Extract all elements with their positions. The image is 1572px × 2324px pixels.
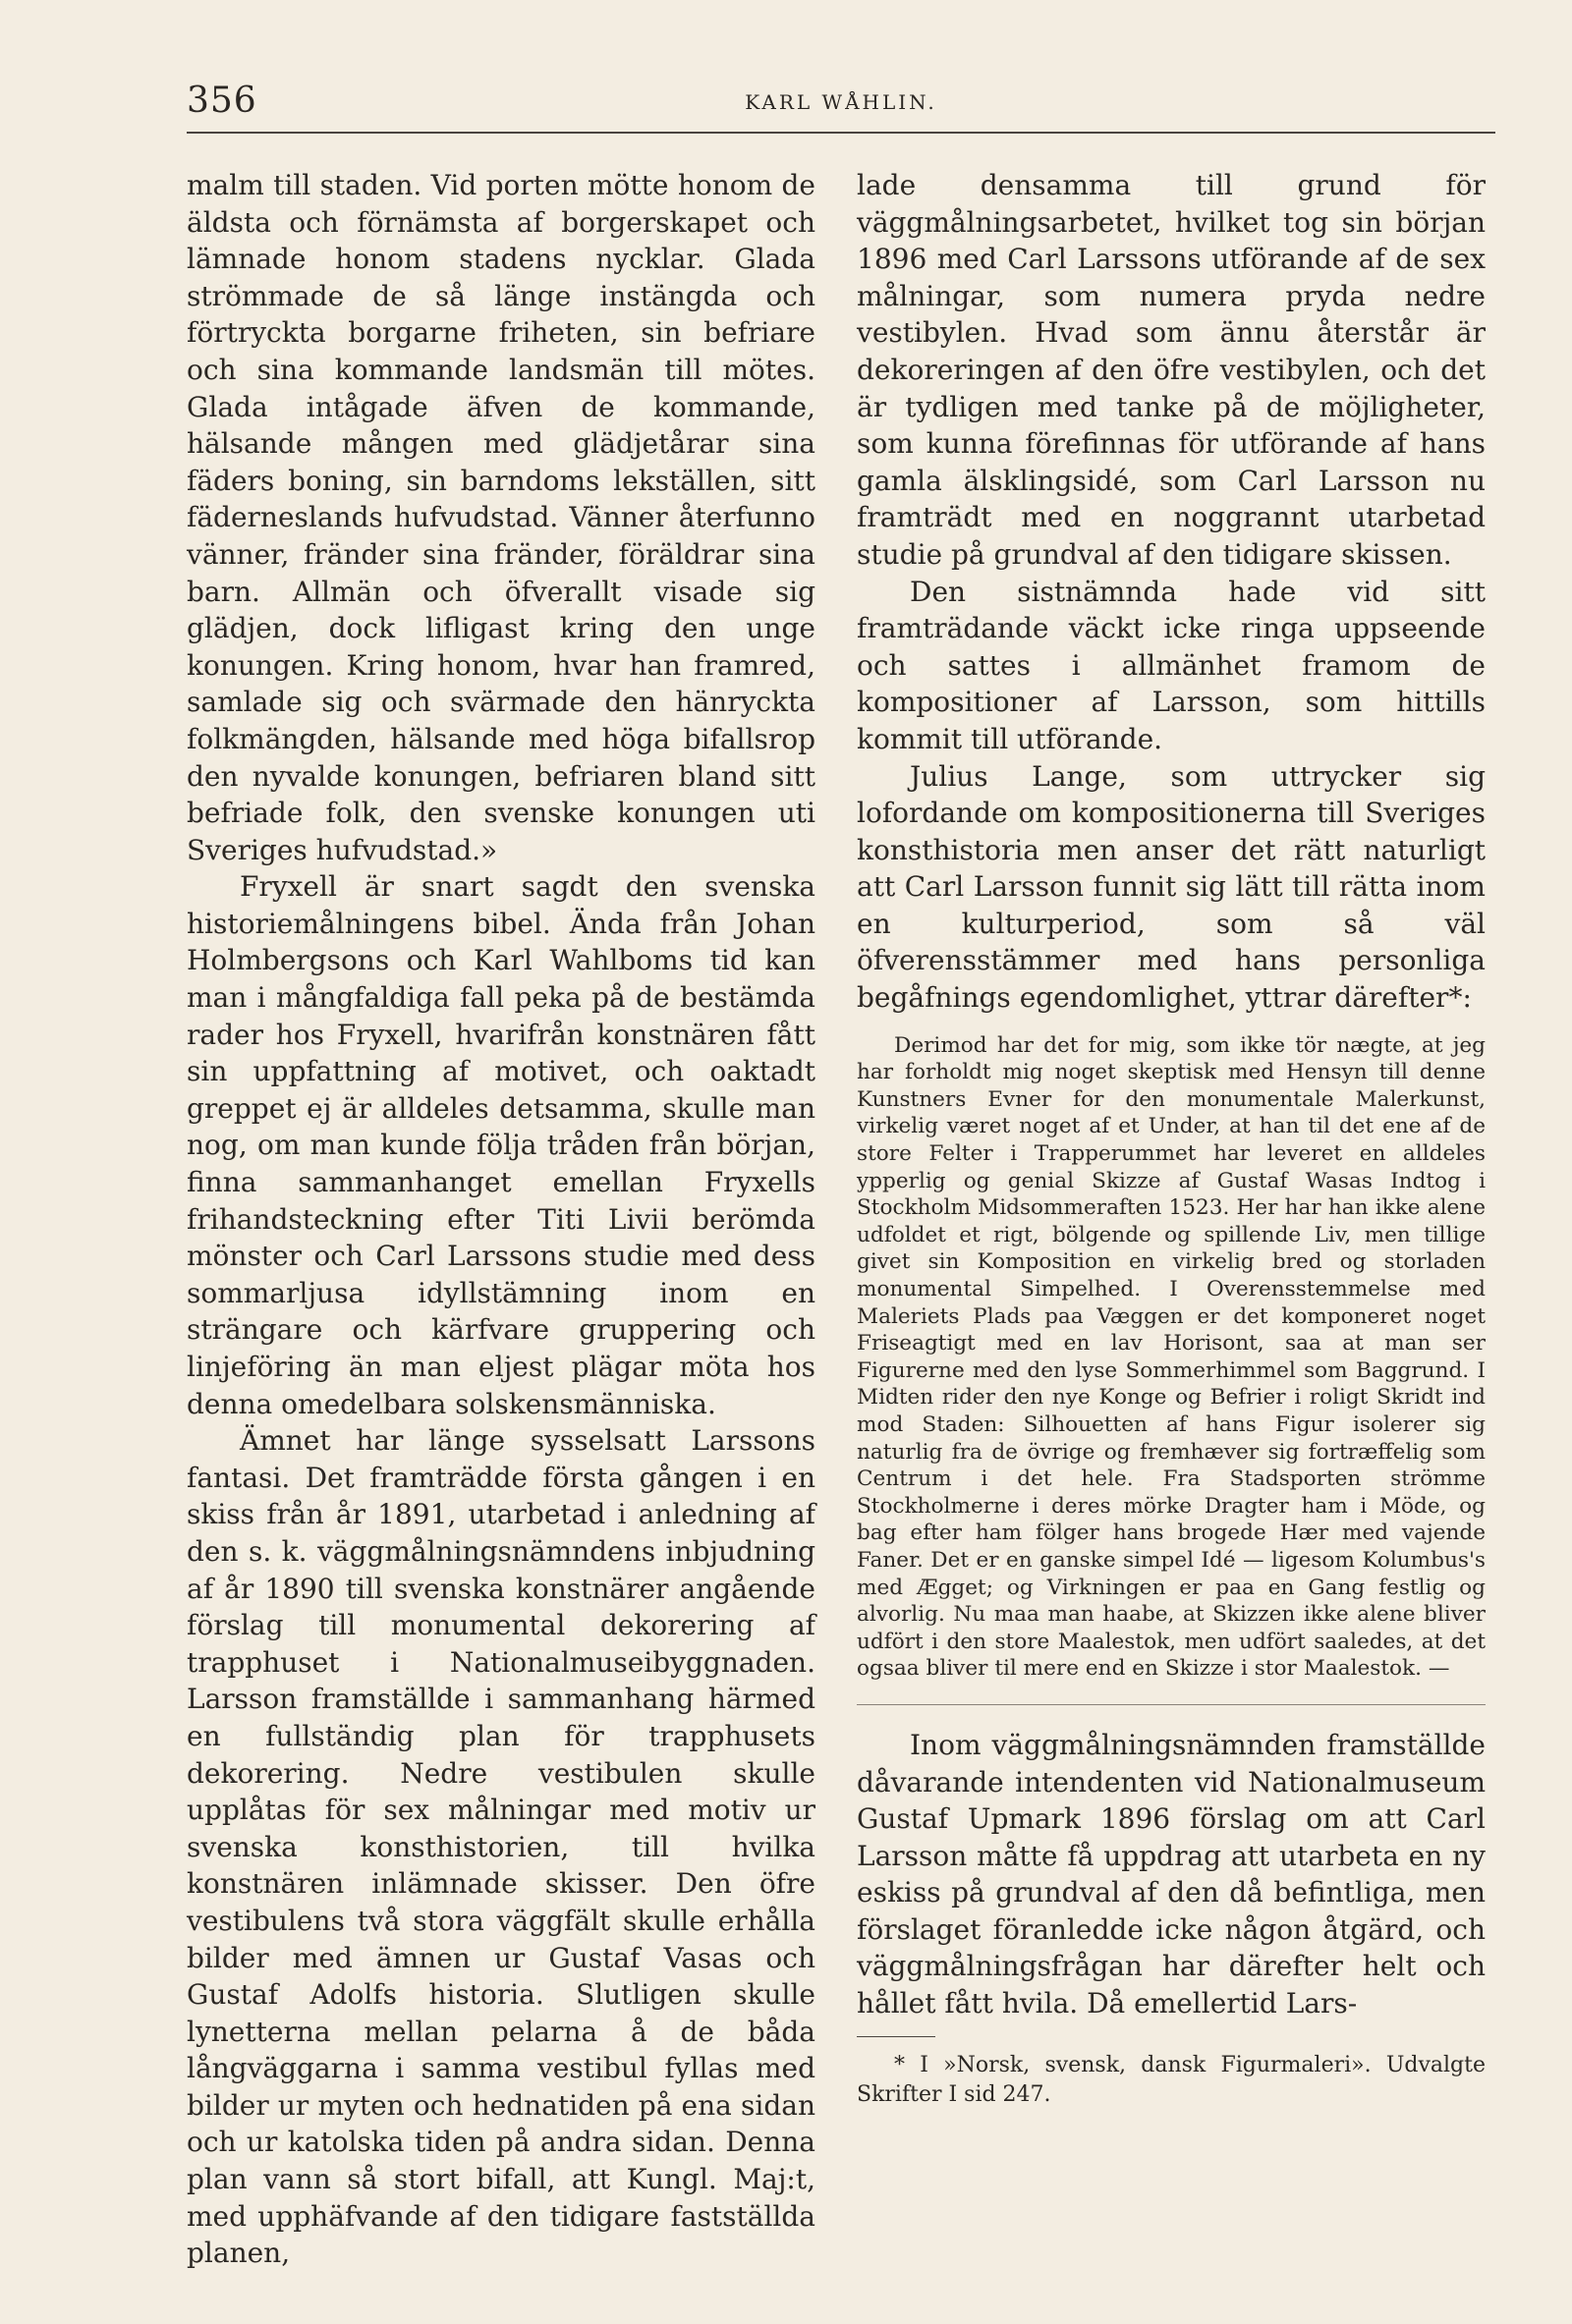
right-column: [857, 167, 1486, 2110]
paragraph: Inom väggmålningsnämnden framställde dåvarande intendenten vid Nationalmuseum Gustaf Upmark 1896 förslag om att Carl Larsson måtte få uppdrag att utarbeta en ny eskiss på grundval af den då befintliga, men förslaget föranledde icke någon åtgärd, och väggmålningsfrågan har därefter helt och hållet fått hvila. Då emellertid Lars-: [857, 1728, 1486, 2020]
quote-divider: [857, 1704, 1486, 1705]
paragraph: lade densamma till grund för väggmålningsarbetet, hvilket tog sin början 1896 med Carl Larssons utförande af de sex målningar, som numera pryda nedre vestibylen. Hvad som ännu återstår är dekoreringen af den öfre vestibylen, och det är tydligen med tanke på de möjligheter, som kunna förefinnas för utförande af hans gamla älsklingsidé, som Carl Larsson nu framträdt med en noggrannt utarbetad studie på grundval af den tidigare skissen.: [857, 169, 1486, 571]
paragraph: Fryxell är snart sagdt den svenska historiemålningens bibel. Ända från Johan Holmbergsons och Karl Wahlboms tid kan man i mångfaldiga fall peka på de bestämda rader hos Fryxell, hvarifrån konstnären fått sin uppfattning af motivet, och oaktadt greppet ej är alldeles detsamma, skulle man nog, om man kunde följa tråden från början, finna sammanhanget emellan Fryxells frihandsteckning efter Titi Livii berömda mönster och Carl Larssons studie med dess sommarljusa idyllstämning inom en strängare och kärfvare gruppering och linjeföring än man eljest plägar möta hos denna omedelbara solskensmänniska.: [187, 870, 815, 1420]
left-column: [187, 167, 815, 2272]
paragraph: Den sistnämnda hade vid sitt framträdande väckt icke ringa uppseende och sattes i allmänhet framom de kompositioner af Larsson, som hittills kommit till utförande.: [857, 575, 1486, 755]
header-rule: [187, 132, 1495, 134]
paragraph: Julius Lange, som uttrycker sig lofordande om kompositionerna till Sveriges konsthistoria men anser det rätt naturligt att Carl Larsson funnit sig lätt till rätta inom en kulturperiod, som så väl öfverensstämmer med hans personliga begåfnings egendomlighet, yttrar därefter*:: [857, 759, 1486, 1015]
page-number: 356: [187, 81, 257, 121]
running-title: KARL WÅHLIN.: [745, 90, 937, 114]
footnote-divider: [857, 2036, 935, 2038]
paragraph: malm till staden. Vid porten mötte honom de äldsta och förnämsta af borgerskapet och lämnade honom stadens nycklar. Glada strömmade de så länge instängda och förtryckta borgarne friheten, sin befriare och sina kommande landsmän till mötes. Glada intågade äfven de kommande, hälsande mången med glädjetårar sina fäders boning, sin barndoms lekställen, sitt fäderneslands hufvudstad. Vänner återfunno vänner, fränder sina fränder, föräldrar sina barn. Allmän och öfverallt visade sig glädjen, dock lifligast kring den unge konungen. Kring honom, hvar han framred, samlade sig och svärmade den hänryckta folkmängden, hälsande med höga bifallsrop den nyvalde konungen, befriaren bland sitt befriade folk, den svenske konungen uti Sveriges hufvudstad.»: [187, 169, 815, 866]
block-quote: Derimod har det for mig, som ikke tör nægte, at jeg har forholdt mig noget skeptisk med Hensyn till denne Kunstners Evner for den monumentale Malerkunst, virkelig været noget af et Under, at han til det ene af de store Felter i Trapperummet har leveret en alldeles ypperlig og genial Skizze af Gustaf Wasas Indtog i Stockholm Midsommeraften 1523. Her har han ikke alene udfoldet et rigt, bölgende og spillende Liv, men tillige givet sin Komposition en virkelig bred og storladen monumental Simpelhed. I Overensstemmelse med Maleriets Plads paa Væggen er det komponeret noget Friseagtigt med en lav Horisont, saa at man ser Figurerne med den lyse Sommerhimmel som Baggrund. I Midten rider den nye Konge og Befrier i roligt Skridt ind mod Staden: Silhouetten af hans Figur isolerer sig naturlig fra de övrige og fremhæver sig fortræffelig som Centrum i det hele. Fra Stadsporten strömme Stockholmerne i deres mörke Dragter ham i Möde, og bag efter ham fölger hans brogede Hær med vajende Faner. Det er en ganske simpel Idé — ligesom Kolumbus's med Ægget; og Virkningen er paa en Gang festlig og alvorlig. Nu maa man haabe, at Skizzen ikke alene bliver udfört i den store Maalestok, men udfört saaledes, at det ogsaa bliver til mere end en Skizze i stor Maalestok. —: [857, 1032, 1486, 1682]
page-header: [187, 81, 1495, 130]
footnote: * I »Norsk, svensk, dansk Figurmaleri». Udvalgte Skrifter I sid 247.: [857, 2053, 1486, 2108]
paragraph: Ämnet har länge sysselsatt Larssons fantasi. Det framträdde första gången i en skiss från år 1891, utarbetad i anledning af den s. k. väggmålningsnämndens inbjudning af år 1890 till svenska konstnärer angående förslag till monumental dekorering af trapphuset i Nationalmuseibyggnaden. Larsson framställde i sammanhang härmed en fullständig plan för trapphusets dekorering. Nedre vestibulen skulle upplåtas för sex målningar med motiv ur svenska konsthistorien, till hvilka konstnären inlämnade skisser. Den öfre vestibulens två stora väggfält skulle erhålla bilder med ämnen ur Gustaf Vasas och Gustaf Adolfs historia. Slutligen skulle lynetterna mellan pelarna å de båda långväggarna i samma vestibul fyllas med bilder ur myten och hednatiden på ena sidan och ur katolska tiden på andra sidan. Denna plan vann så stort bifall, att Kungl. Maj:t, med upphäfvande af den tidigare fastställda planen,: [187, 1424, 815, 2270]
